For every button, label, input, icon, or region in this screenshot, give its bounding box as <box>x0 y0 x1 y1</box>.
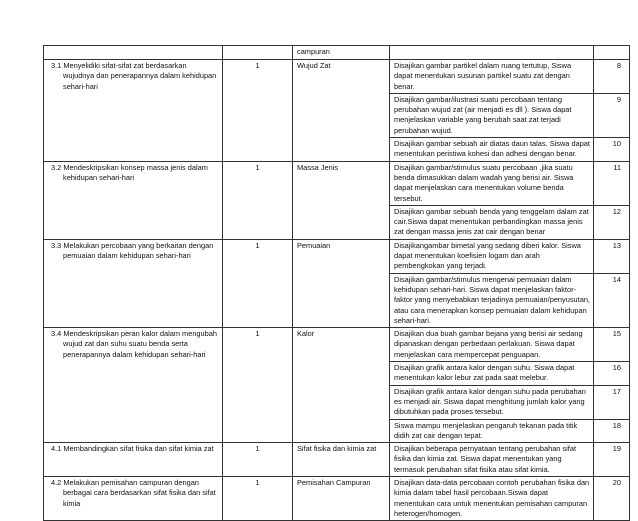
kd-text: 3.3 Melakukan percobaan yang berkaitan dengan pemuaian dalam kehidupan sehari-hari <box>51 240 214 261</box>
no-cell: 1 <box>223 328 293 443</box>
table-row <box>44 328 630 362</box>
indikator-cell: Disajikan gambar sebuah air diatas daun talas. Siswa dapat menentukan peristiwa kohesi dan adhesi dengan benar. <box>390 138 594 162</box>
table-body <box>44 46 630 521</box>
number-cell: 17 <box>594 385 630 419</box>
indikator-cell: Disajikan grafik antara kalor dengan suhu. Siswa dapat menentukan kalor lebur zat pada saat melebur. <box>390 362 594 386</box>
no-cell: 1 <box>223 161 293 239</box>
kd-text: 3.2 Mendeskripsikan konsep massa jenis dalam kehidupan sehari-hari <box>51 162 208 182</box>
kd-text: 3.4 Mendeskripsikan peran kalor dalam mengubah wujud zat dan suhu suatu benda serta penerapannya dalam kehidupan sehari-hari <box>51 329 217 359</box>
kd-cell <box>44 476 223 520</box>
indikator-cell: Siswa mampu menjelaskan pengaruh tekanan pada titik didih zat cair dengan tepat. <box>390 419 594 443</box>
table-row <box>44 443 630 477</box>
number-cell: 11 <box>594 161 630 205</box>
no-cell: 1 <box>223 443 293 477</box>
indikator-cell: Disajikan gambar sebuah benda yang tenggelam dalam zat cair.Siswa dapat menentukan perbandingkan massa jenis zat dengan massa jenis zat cair dengan benar <box>390 205 594 239</box>
number-cell: 14 <box>594 273 630 327</box>
materi-cell: Pemisahan Campuran <box>293 476 390 520</box>
no-cell: 1 <box>223 60 293 162</box>
kd-cell <box>44 328 223 443</box>
number-cell: 18 <box>594 419 630 443</box>
number-cell: 10 <box>594 138 630 162</box>
materi-cell: Wujud Zat <box>293 60 390 162</box>
indikator-cell: Disajikan gambar/stimulus suatu percobaan ,jika suatu benda dimasukkan dalam wadah yang berisi air. Siswa dapat menjelaskan cara menentukan volume benda tersebut. <box>390 161 594 205</box>
kd-cell <box>44 60 223 162</box>
table-row-top <box>44 46 630 60</box>
materi-cell: Sifat fisika dan kimia zat <box>293 443 390 477</box>
materi-cell: Kalor <box>293 328 390 443</box>
indikator-cell: Disajikan dua buah gambar bejana yang berisi air sedang dipanaskan dengan perbedaan perlakuan. Siswa dapat menjelaskan cara mempercepat penguapan. <box>390 328 594 362</box>
indikator-cell: Disajikan data-data percobaan contoh perubahan fisika dan kimia dalam tabel hasil percobaan.Siswa dapat menentukan cara untuk menentukan pemisahan campuran heterogen/homogen. <box>390 476 594 520</box>
kd-text: 4.1 Membandingkan sifat fisika dan sifat kimia zat <box>51 444 214 454</box>
number-cell: 9 <box>594 93 630 137</box>
indikator-cell: Disajikan gambar/stimulus mengenai pemuaian dalam kehidupan sehari-hari. Siswa dapat menjelaskan faktor-faktor yang menyebabkan terjadinya pemuaian/penyusutan, atau cara menerapkan konsep pemuaian dalam kehidupan sehari-hari. <box>390 273 594 327</box>
table-row <box>44 161 630 205</box>
kd-cell <box>44 239 223 327</box>
number-cell: 8 <box>594 60 630 94</box>
no-cell: 1 <box>223 476 293 520</box>
kd-cell <box>44 443 223 477</box>
no-cell-empty <box>223 46 293 60</box>
indikator-cell: Disajikangambar bimetal yang sedang diberi kalor. Siswa dapat menentukan koefisien logam dan arah pembengkokan yang terjadi. <box>390 239 594 273</box>
kisi-kisi-table <box>43 45 630 521</box>
indikator-cell-empty <box>390 46 594 60</box>
kd-text: 4.2 Melakukan pemisahan campuran dengan berbagai cara berdasarkan sifat fisika dan sifat kimia <box>51 477 216 508</box>
indikator-cell: Disajikan gambar/ilustrasi suatu percobaan tentang perubahan wujud zat (air menjadi es dll ). Siswa dapat menjelaskan variable yang berubah saat zat terjadi perubahan wujud. <box>390 93 594 137</box>
materi-cell: campuran <box>293 46 390 60</box>
indikator-cell: Disajikan gambar partikel dalam ruang tertutup, Siswa dapat menentukan susunan partikel suatu zat dengan benar. <box>390 60 594 94</box>
indikator-cell: Disajikan beberapa pernyataan tentang perubahan sifat fisika dan kimia zat. Siswa dapat menentukan yang termasuk perubahan sifat fisika atau sifat kimia. <box>390 443 594 477</box>
table-row <box>44 239 630 273</box>
table-row <box>44 60 630 94</box>
number-cell: 13 <box>594 239 630 273</box>
number-cell: 16 <box>594 362 630 386</box>
kd-cell-empty <box>44 46 223 60</box>
kd-text: 3.1 Menyelidiki sifat-sifat zat berdasarkan wujudnya dan penerapannya dalam kehidupan sehari-hari <box>51 61 217 91</box>
number-cell: 15 <box>594 328 630 362</box>
materi-cell: Massa Jenis <box>293 161 390 239</box>
table-row <box>44 476 630 520</box>
number-cell: 19 <box>594 443 630 477</box>
kd-cell <box>44 161 223 239</box>
no-cell: 1 <box>223 239 293 327</box>
number-cell: 12 <box>594 205 630 239</box>
materi-cell: Pemuaian <box>293 239 390 327</box>
number-cell: 20 <box>594 476 630 520</box>
indikator-cell: Disajikan grafik antara kalor dengan suhu pada perubahan es menjadi air. Siswa dapat menghitung jumlah kalor yang dibutuhkan pada proses tersebut. <box>390 385 594 419</box>
num-cell-empty <box>594 46 630 60</box>
